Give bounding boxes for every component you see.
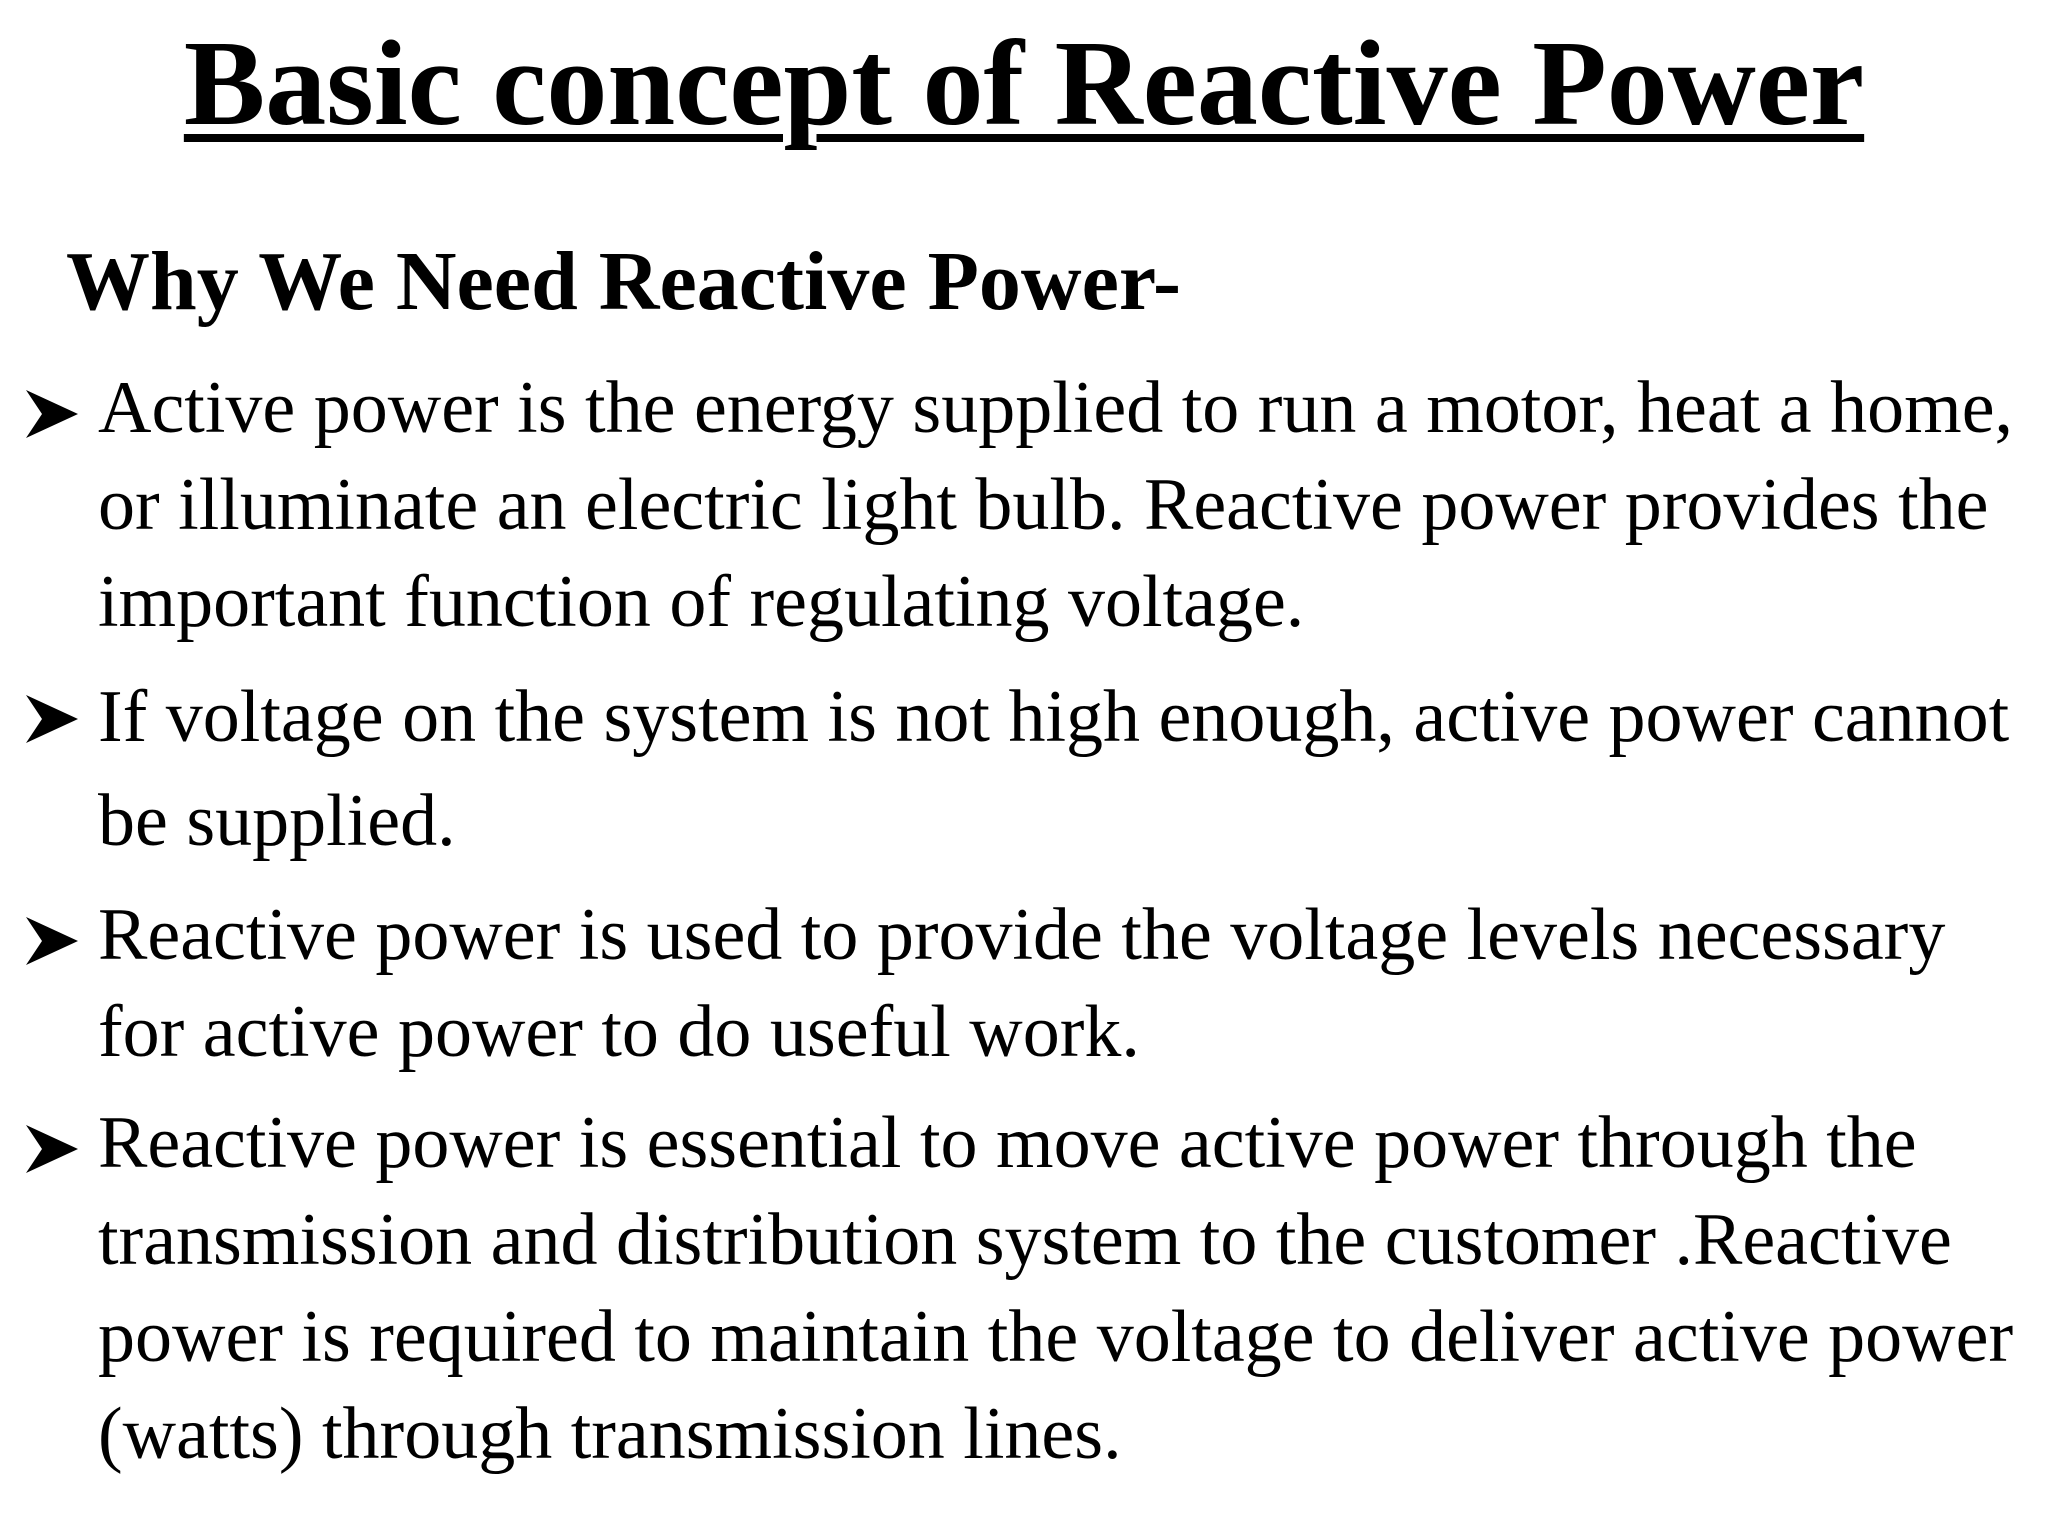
bullet-item [24, 1095, 2014, 1483]
bullet-text: Active power is the energy supplied to run a motor, heat a home, or illuminate an electric light bulb. Reactive power provides the important function of regulating voltage. [98, 367, 2014, 643]
slide-title-text: Basic concept of Reactive Power [183, 16, 1865, 151]
arrowhead-bullet-icon [24, 388, 80, 440]
section-heading: Why We Need Reactive Power- [66, 235, 1182, 328]
bullet-item [24, 360, 2014, 651]
bullet-text: Reactive power is used to provide the voltage levels necessary for active power to do useful work. [98, 894, 1946, 1073]
bullet-text: Reactive power is essential to move active power through the transmission and distribution system to the customer .Reactive power is required to maintain the voltage to deliver active power (watts) through transmission lines. [98, 1102, 2014, 1475]
bullet-item [24, 665, 2014, 873]
arrowhead-bullet-icon [24, 1123, 80, 1175]
bullet-item [24, 887, 2014, 1081]
arrowhead-bullet-icon [24, 693, 80, 745]
bullet-text: If voltage on the system is not high enough, active power cannot be supplied. [98, 676, 2010, 862]
bullet-list [24, 360, 2014, 1483]
slide-title [0, 14, 2048, 154]
arrowhead-bullet-icon [24, 915, 80, 967]
